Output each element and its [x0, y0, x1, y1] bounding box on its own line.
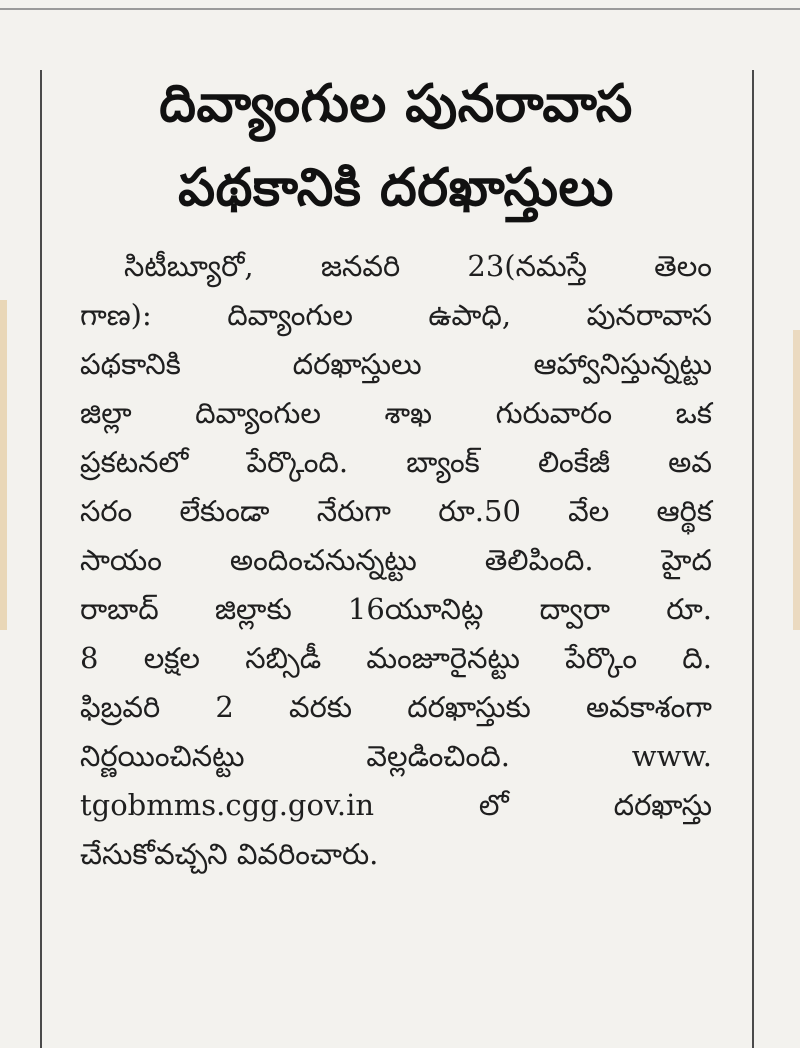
left-margin-tint [0, 300, 7, 630]
body-line: సాయం అందించనున్నట్టు తెలిపింది. హైద [80, 543, 712, 577]
body-line: సరం లేకుండా నేరుగా రూ.50 వేల ఆర్థిక [80, 494, 712, 528]
news-article [80, 62, 712, 879]
body-line: పథకానికి దరఖాస్తులు ఆహ్వానిస్తున్నట్టు [80, 347, 712, 381]
body-line: tgobmms.cgg.gov.in లో దరఖాస్తు [80, 788, 712, 822]
body-line: 8 లక్షల సబ్సిడీ మంజూరైనట్టు పేర్కొం ది. [80, 641, 712, 675]
article-body [80, 242, 712, 879]
body-line: నిర్ణయించినట్టు వెల్లడించింది. www. [80, 739, 712, 773]
body-line: చేసుకోవచ్చని వివరించారు. [80, 837, 379, 871]
top-border-rule [0, 8, 800, 10]
left-column-rule [40, 70, 42, 1048]
body-line: ఫిబ్రవరి 2 వరకు దరఖాస్తుకు అవకాశంగా [80, 690, 712, 724]
headline-line-1: దివ్యాంగుల పునరావాస [159, 74, 633, 134]
body-line: రాబాద్ జిల్లాకు 16యూనిట్ల ద్వారా రూ. [80, 592, 712, 626]
right-margin-tint [793, 330, 800, 630]
right-column-rule [752, 70, 754, 1048]
body-line: ప్రకటనలో పేర్కొంది. బ్యాంక్ లింకేజీ అవ [80, 445, 712, 479]
body-line: సిటీబ్యూరో, జనవరి 23(నమస్తే తెలం [124, 249, 712, 283]
headline-line-2: పథకానికి దరఖాస్తులు [178, 158, 614, 218]
body-line: జిల్లా దివ్యాంగుల శాఖ గురువారం ఒక [80, 396, 712, 430]
body-line: గాణ): దివ్యాంగుల ఉపాధి, పునరావాస [80, 298, 712, 332]
article-headline [80, 62, 712, 230]
